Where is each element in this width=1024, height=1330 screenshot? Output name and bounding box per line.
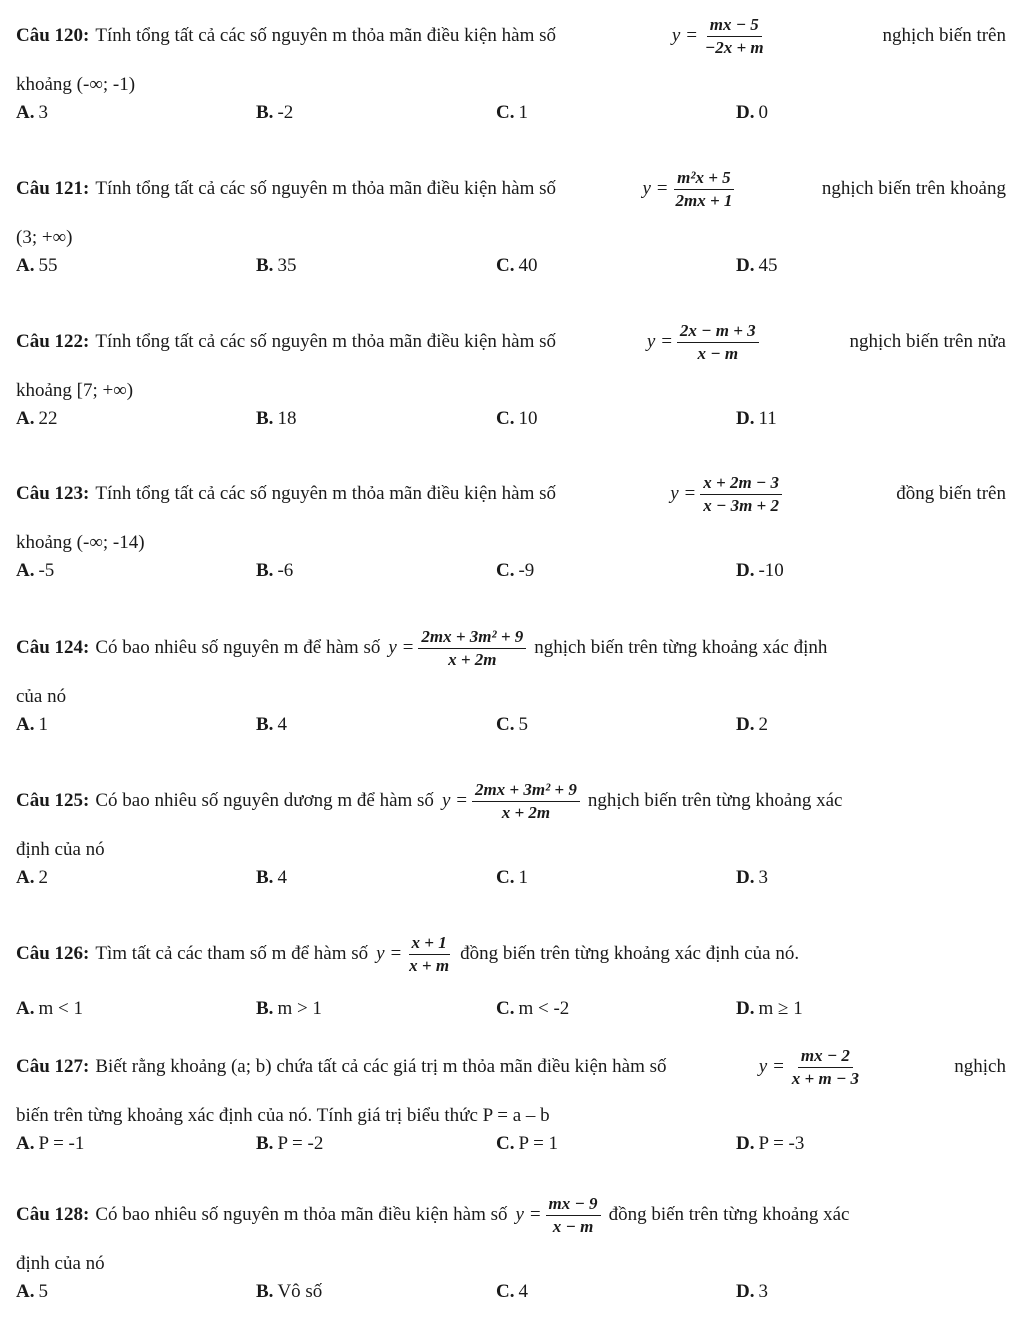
formula-numerator: 2mx + 3m² + 9 bbox=[472, 781, 580, 802]
option-d[interactable]: D. -10 bbox=[736, 560, 784, 581]
question-text-end: đồng biến trên từng khoảng xác bbox=[608, 1204, 850, 1225]
formula-numerator: mx − 9 bbox=[546, 1195, 601, 1216]
formula-y: y = bbox=[670, 483, 697, 504]
formula-numerator: x + 2m − 3 bbox=[700, 474, 782, 495]
question-stem bbox=[16, 1045, 1006, 1089]
option-d[interactable]: D. 2 bbox=[736, 714, 768, 735]
option-c[interactable]: C. -9 bbox=[496, 560, 535, 581]
answer-options bbox=[16, 714, 1006, 744]
question-continuation: của nó bbox=[16, 686, 67, 707]
question-text-end: nghịch biến trên bbox=[882, 25, 1006, 46]
question-text: Tính tổng tất cả các số nguyên m thỏa mãn điều kiện hàm số bbox=[95, 178, 557, 199]
question-stem bbox=[16, 14, 1006, 58]
option-a[interactable]: A. 3 bbox=[16, 102, 48, 123]
option-b[interactable]: B. m > 1 bbox=[256, 998, 322, 1019]
formula-y: y = bbox=[671, 25, 698, 46]
question-label: Câu 123: bbox=[16, 483, 90, 504]
answer-options bbox=[16, 867, 1006, 897]
option-a[interactable]: A. 22 bbox=[16, 408, 58, 429]
question-stem bbox=[16, 626, 1006, 670]
formula-denominator: x − m bbox=[552, 1216, 594, 1236]
answer-options bbox=[16, 1133, 1006, 1163]
question-continuation: khoảng (-∞; -1) bbox=[16, 74, 136, 95]
question-text-end: nghịch biến trên khoảng bbox=[821, 178, 1006, 199]
question-text-end: đồng biến trên bbox=[896, 483, 1006, 504]
answer-options bbox=[16, 102, 1006, 132]
function-formula bbox=[670, 474, 782, 515]
function-formula bbox=[647, 322, 759, 363]
formula-denominator: x + 2m bbox=[448, 649, 497, 669]
option-d[interactable]: D. 45 bbox=[736, 255, 778, 276]
option-b[interactable]: B. 18 bbox=[256, 408, 297, 429]
formula-denominator: x − m bbox=[697, 343, 739, 363]
question-text: Tìm tất cả các tham số m để hàm số bbox=[95, 943, 369, 964]
formula-y: y = bbox=[758, 1056, 785, 1077]
question-stem bbox=[16, 1193, 1006, 1237]
question-continuation: khoảng [7; +∞) bbox=[16, 380, 134, 401]
option-c[interactable]: C. 40 bbox=[496, 255, 538, 276]
formula-denominator: x + m bbox=[409, 955, 450, 975]
option-a[interactable]: A. 2 bbox=[16, 867, 48, 888]
formula-denominator: x + 2m bbox=[501, 802, 551, 822]
question-text-end: nghịch biến trên từng khoảng xác định bbox=[534, 637, 828, 658]
question-121 bbox=[16, 167, 1006, 285]
question-text: Tính tổng tất cả các số nguyên m thỏa mãn điều kiện hàm số bbox=[95, 483, 557, 504]
question-125 bbox=[16, 779, 1006, 897]
question-124 bbox=[16, 626, 1006, 744]
question-127 bbox=[16, 1045, 1006, 1163]
function-formula bbox=[642, 169, 735, 210]
formula-y: y = bbox=[642, 178, 669, 199]
question-text-end: nghịch biến trên từng khoảng xác bbox=[587, 790, 843, 811]
option-b[interactable]: B. 4 bbox=[256, 714, 287, 735]
option-d[interactable]: D. 3 bbox=[736, 1281, 768, 1302]
formula-y: y = bbox=[515, 1204, 542, 1225]
option-b[interactable]: B. 35 bbox=[256, 255, 297, 276]
option-d[interactable]: D. 3 bbox=[736, 867, 768, 888]
option-d[interactable]: D. m ≥ 1 bbox=[736, 998, 803, 1019]
question-label: Câu 124: bbox=[16, 637, 90, 658]
formula-y: y = bbox=[646, 331, 673, 352]
question-text: Có bao nhiêu số nguyên dương m để hàm số bbox=[95, 790, 434, 811]
option-a[interactable]: A. P = -1 bbox=[16, 1133, 85, 1154]
formula-numerator: 2x − m + 3 bbox=[677, 322, 759, 343]
formula-numerator: mx − 2 bbox=[798, 1047, 853, 1068]
question-continuation: (3; +∞) bbox=[16, 227, 73, 248]
question-continuation: khoảng (-∞; -14) bbox=[16, 532, 145, 553]
question-text: Có bao nhiêu số nguyên m để hàm số bbox=[95, 637, 381, 658]
function-formula bbox=[388, 628, 526, 669]
answer-options bbox=[16, 998, 1006, 1028]
formula-denominator: x − 3m + 2 bbox=[703, 495, 779, 515]
answer-options bbox=[16, 1281, 1006, 1311]
question-stem bbox=[16, 779, 1006, 823]
question-122 bbox=[16, 320, 1006, 438]
question-128 bbox=[16, 1193, 1006, 1311]
option-a[interactable]: A. 1 bbox=[16, 714, 48, 735]
option-c[interactable]: C. 10 bbox=[496, 408, 538, 429]
option-c[interactable]: C. 5 bbox=[496, 714, 528, 735]
question-text-end: nghịch biến trên nửa bbox=[849, 331, 1006, 352]
option-d[interactable]: D. 0 bbox=[736, 102, 768, 123]
question-label: Câu 126: bbox=[16, 943, 90, 964]
option-b[interactable]: B. 4 bbox=[256, 867, 287, 888]
option-b[interactable]: B. -2 bbox=[256, 102, 294, 123]
function-formula bbox=[516, 1195, 601, 1236]
formula-numerator: m²x + 5 bbox=[674, 169, 734, 190]
option-b[interactable]: B. P = -2 bbox=[256, 1133, 324, 1154]
question-stem bbox=[16, 167, 1006, 211]
question-continuation: định của nó bbox=[16, 839, 105, 860]
question-stem bbox=[16, 472, 1006, 516]
option-a[interactable]: A. 55 bbox=[16, 255, 58, 276]
option-a[interactable]: A. -5 bbox=[16, 560, 55, 581]
formula-denominator: −2x + m bbox=[704, 37, 764, 57]
function-formula bbox=[442, 781, 580, 822]
question-stem bbox=[16, 932, 1006, 976]
question-text: Tính tổng tất cả các số nguyên m thỏa mãn điều kiện hàm số bbox=[95, 25, 557, 46]
question-stem bbox=[16, 320, 1006, 364]
formula-numerator: 2mx + 3m² + 9 bbox=[418, 628, 526, 649]
option-c[interactable]: C. m < -2 bbox=[496, 998, 570, 1019]
question-120 bbox=[16, 14, 1006, 132]
answer-options bbox=[16, 560, 1006, 590]
option-d[interactable]: D. 11 bbox=[736, 408, 777, 429]
option-a[interactable]: A. m < 1 bbox=[16, 998, 83, 1019]
option-d[interactable]: D. P = -3 bbox=[736, 1133, 805, 1154]
option-c[interactable]: C. 4 bbox=[496, 1281, 528, 1302]
question-126 bbox=[16, 932, 1006, 1028]
question-text: Biết rằng khoảng (a; b) chứa tất cả các giá trị m thỏa mãn điều kiện hàm số bbox=[95, 1056, 667, 1077]
option-c[interactable]: C. 1 bbox=[496, 102, 528, 123]
function-formula bbox=[759, 1047, 862, 1088]
question-label: Câu 121: bbox=[16, 178, 90, 199]
function-formula bbox=[672, 16, 767, 57]
question-text: Có bao nhiêu số nguyên m thỏa mãn điều kiện hàm số bbox=[95, 1204, 508, 1225]
question-continuation: biến trên từng khoảng xác định của nó. Tính giá trị biểu thức P = a – b bbox=[16, 1105, 550, 1126]
formula-y: y = bbox=[388, 637, 415, 658]
question-text-end: đồng biến trên từng khoảng xác định của nó. bbox=[460, 943, 800, 964]
formula-y: y = bbox=[441, 790, 468, 811]
question-label: Câu 127: bbox=[16, 1056, 90, 1077]
option-b[interactable]: B. Vô số bbox=[256, 1281, 323, 1302]
formula-denominator: x + m − 3 bbox=[791, 1068, 859, 1088]
question-text-end: nghịch bbox=[954, 1056, 1006, 1077]
question-label: Câu 120: bbox=[16, 25, 90, 46]
option-c[interactable]: C. P = 1 bbox=[496, 1133, 559, 1154]
question-label: Câu 128: bbox=[16, 1204, 90, 1225]
question-text: Tính tổng tất cả các số nguyên m thỏa mãn điều kiện hàm số bbox=[95, 331, 557, 352]
option-b[interactable]: B. -6 bbox=[256, 560, 294, 581]
formula-denominator: 2mx + 1 bbox=[675, 190, 733, 210]
answer-options bbox=[16, 408, 1006, 438]
formula-numerator: mx − 5 bbox=[707, 16, 762, 37]
formula-y: y = bbox=[376, 943, 403, 964]
option-c[interactable]: C. 1 bbox=[496, 867, 528, 888]
formula-numerator: x + 1 bbox=[409, 934, 450, 955]
question-label: Câu 122: bbox=[16, 331, 90, 352]
function-formula bbox=[376, 934, 452, 975]
question-123 bbox=[16, 472, 1006, 590]
option-a[interactable]: A. 5 bbox=[16, 1281, 48, 1302]
question-continuation: định của nó bbox=[16, 1253, 105, 1274]
question-label: Câu 125: bbox=[16, 790, 90, 811]
answer-options bbox=[16, 255, 1006, 285]
